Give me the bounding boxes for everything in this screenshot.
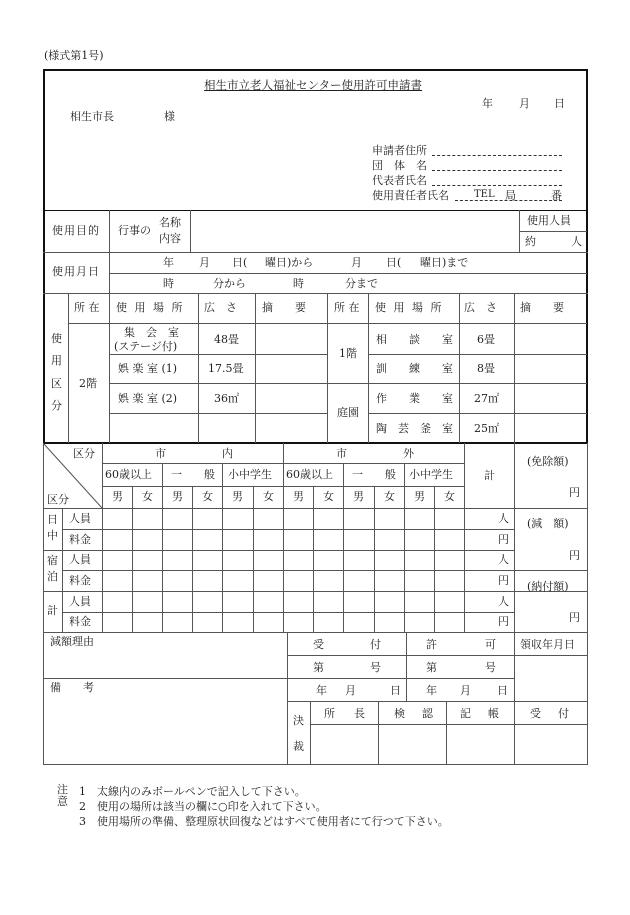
- row-label: 人員: [69, 595, 91, 608]
- divider: [43, 293, 588, 294]
- representative-field[interactable]: [432, 185, 562, 186]
- group-student-in: 小中学生: [228, 468, 272, 481]
- responsible-person-label: 使用責任者氏名: [372, 189, 449, 202]
- row-group-daytime-2: 中: [47, 529, 58, 542]
- room-consultation-size: 6畳: [477, 333, 495, 346]
- usage-date-label: 使用月日: [52, 265, 100, 278]
- payment-label: (納付額): [527, 580, 569, 593]
- floor-1f: 1階: [339, 347, 357, 360]
- divider: [404, 463, 405, 632]
- divider: [287, 701, 587, 702]
- room-kiln[interactable]: 陶 芸 釜 室: [376, 422, 453, 435]
- approval-director-2: 長: [354, 707, 365, 720]
- receipt-date-label: 領収年月日: [520, 638, 575, 651]
- event-field[interactable]: [200, 218, 510, 246]
- sex-female: 女: [384, 490, 395, 503]
- group-elderly-out: 60歳以上: [286, 468, 333, 481]
- divider: [327, 293, 328, 443]
- sex-male: 男: [293, 490, 304, 503]
- payment-unit: 円: [569, 611, 580, 624]
- divider: [514, 570, 587, 571]
- room-kiln-size: 25㎡: [474, 422, 499, 435]
- city-in-label-2: 内: [222, 447, 233, 460]
- divider: [62, 508, 63, 632]
- divider: [68, 293, 69, 443]
- divider: [43, 210, 588, 211]
- sex-male: 男: [353, 490, 364, 503]
- corner-label-top: 区分: [73, 447, 95, 460]
- date-month[interactable]: 月: [519, 97, 530, 110]
- note-text: 使用の場所は該当の欄に○印を入れて下さい。: [97, 800, 327, 813]
- city-out-label-2: 外: [403, 447, 414, 460]
- row-unit: 円: [498, 533, 509, 546]
- divider: [198, 293, 199, 443]
- date-m1: 月: [345, 684, 356, 697]
- row-label: 料金: [69, 615, 91, 628]
- approval-2: 裁: [293, 740, 304, 753]
- note-number: 2: [79, 800, 86, 813]
- date-day[interactable]: 日: [554, 97, 565, 110]
- notes-label-1: 注: [57, 783, 68, 796]
- row-unit: 人: [498, 553, 509, 566]
- to-minute[interactable]: 分まで: [345, 277, 378, 290]
- divider: [310, 701, 311, 764]
- sex-male: 男: [172, 490, 183, 503]
- divider: [287, 655, 587, 656]
- divider: [464, 443, 465, 632]
- room-assembly-hall[interactable]: 集 会 室: [124, 326, 179, 339]
- divider: [343, 463, 344, 632]
- addressee-name: 相生市長: [70, 110, 114, 123]
- people-unit: 人: [571, 235, 582, 248]
- row-group-total: 計: [47, 604, 58, 617]
- approval-check-2: 認: [422, 707, 433, 720]
- approval-director-1: 所: [324, 707, 335, 720]
- sex-female: 女: [263, 490, 274, 503]
- reduction-label: (減 額): [527, 517, 569, 530]
- number-4: 号: [485, 661, 496, 674]
- row-label: 人員: [69, 553, 91, 566]
- representative-label: 代表者氏名: [372, 174, 427, 187]
- number-1: 第: [313, 661, 324, 674]
- divider: [446, 701, 447, 764]
- row-label: 料金: [69, 533, 91, 546]
- date-y1: 年: [316, 684, 327, 697]
- number-2: 号: [370, 661, 381, 674]
- divider: [43, 252, 588, 253]
- divider: [190, 210, 191, 252]
- from-year[interactable]: 年: [163, 256, 174, 269]
- approval-check-1: 検: [394, 707, 405, 720]
- divider: [43, 508, 587, 509]
- responsible-person-field[interactable]: [455, 200, 562, 201]
- from-hour[interactable]: 時: [163, 277, 174, 290]
- date-year[interactable]: 年: [482, 97, 493, 110]
- group-general-in: 一 般: [171, 468, 215, 481]
- reception-2: 付: [370, 638, 381, 651]
- approval-ledger-1: 記: [460, 707, 471, 720]
- row-group-daytime-1: 日: [47, 513, 58, 526]
- divider: [514, 443, 515, 632]
- row-unit: 人: [498, 595, 509, 608]
- approval-ledger-2: 帳: [488, 707, 499, 720]
- reduction-reason-label: 減額理由: [50, 635, 94, 648]
- row-unit: 円: [498, 574, 509, 587]
- tel-ban-label: 番: [551, 189, 562, 202]
- divider: [374, 486, 375, 632]
- note-text: 使用場所の準備、整理原状回復などはすべて使用者にて行つて下さい。: [97, 815, 449, 828]
- sex-male: 男: [232, 490, 243, 503]
- divider: [222, 463, 223, 632]
- from-month[interactable]: 月: [199, 256, 210, 269]
- event-label: 行事の: [118, 224, 151, 237]
- divider: [459, 293, 460, 443]
- divider: [43, 550, 514, 551]
- sex-female: 女: [444, 490, 455, 503]
- header-place: 使 用 場 所: [116, 301, 185, 314]
- row-unit: 円: [498, 615, 509, 628]
- form-number: (様式第1号): [44, 49, 104, 62]
- note-text: 太線内のみボールペンで記入して下さい。: [97, 785, 306, 798]
- corner-label-bottom: 区分: [47, 493, 69, 506]
- row-unit: 人: [498, 512, 509, 525]
- date-y2: 年: [426, 684, 437, 697]
- applicant-address-label: 申請者住所: [372, 144, 427, 157]
- application-thick-frame: [43, 69, 588, 444]
- sex-female: 女: [202, 490, 213, 503]
- to-weekday[interactable]: 曜日)まで: [420, 256, 469, 269]
- divider: [514, 293, 515, 443]
- exemption-unit: 円: [569, 486, 580, 499]
- date-m2: 月: [460, 684, 471, 697]
- rooms-side-label-2: 用: [51, 354, 62, 367]
- room-recreation-1[interactable]: 娯 楽 室 (1): [118, 362, 178, 375]
- exemption-label: (免除額): [527, 455, 569, 468]
- divider: [587, 443, 588, 764]
- sex-female: 女: [142, 490, 153, 503]
- divider: [109, 413, 327, 414]
- header-place-2: 使 用 場 所: [375, 301, 444, 314]
- room-assembly-hall-sub: (ステージ付): [114, 340, 178, 353]
- event-content-label: 内容: [159, 232, 181, 245]
- divider: [519, 231, 587, 232]
- permission-2: 可: [485, 638, 496, 651]
- divider: [43, 591, 587, 592]
- to-month[interactable]: 月: [351, 256, 362, 269]
- rooms-side-label-4: 分: [51, 399, 62, 412]
- sex-male: 男: [414, 490, 425, 503]
- event-name-label: 名称: [159, 216, 181, 229]
- notes-label-2: 意: [57, 795, 68, 808]
- note-number: 3: [79, 815, 86, 828]
- divider: [43, 632, 587, 633]
- people-approx[interactable]: 約: [525, 235, 536, 248]
- room-workshop-size: 27㎡: [474, 392, 499, 405]
- rooms-side-label-3: 区: [51, 377, 62, 390]
- divider: [162, 463, 163, 632]
- divider: [406, 632, 407, 701]
- divider: [68, 323, 587, 324]
- divider: [43, 764, 588, 765]
- header-size-2: 広 さ: [464, 301, 497, 314]
- floor-2f: 2階: [79, 377, 97, 390]
- group-elderly-in: 60歳以上: [105, 468, 152, 481]
- room-training[interactable]: 訓 練 室: [376, 362, 453, 375]
- divider: [192, 486, 193, 632]
- divider: [43, 678, 514, 679]
- divider: [434, 486, 435, 632]
- city-in-label-1: 市: [155, 447, 166, 460]
- divider: [109, 354, 327, 355]
- tel-label: TEL: [474, 189, 495, 200]
- reduction-unit: 円: [569, 549, 580, 562]
- applicant-address-field[interactable]: [432, 155, 562, 156]
- header-location-2: 所 在: [334, 301, 360, 314]
- rooms-side-label-1: 使: [51, 332, 62, 345]
- header-size: 広 さ: [204, 301, 237, 314]
- divider: [368, 413, 587, 414]
- from-minute[interactable]: 分から: [213, 277, 246, 290]
- row-label: 料金: [69, 574, 91, 587]
- city-out-label-1: 市: [336, 447, 347, 460]
- divider: [109, 293, 110, 443]
- room-consultation[interactable]: 相 談 室: [376, 333, 453, 346]
- divider: [62, 612, 514, 613]
- from-day[interactable]: 日(: [232, 256, 248, 269]
- addressee-honorific: 様: [164, 110, 175, 123]
- room-recreation-1-size: 17.5畳: [208, 362, 244, 375]
- group-general-out: 一 般: [352, 468, 396, 481]
- row-group-overnight-1: 宿: [47, 554, 58, 567]
- room-training-size: 8畳: [477, 362, 495, 375]
- divider: [253, 486, 254, 632]
- divider: [368, 293, 369, 443]
- total-header: 計: [484, 469, 495, 482]
- approval-reception-2: 付: [558, 707, 569, 720]
- header-notes: 摘 要: [262, 301, 306, 314]
- to-hour[interactable]: 時: [293, 277, 304, 290]
- divider: [310, 724, 587, 725]
- date-d2: 日: [497, 684, 508, 697]
- divider: [62, 570, 514, 571]
- divider: [132, 486, 133, 632]
- people-label: 使用人員: [527, 214, 571, 227]
- number-3: 第: [426, 661, 437, 674]
- divider: [313, 486, 314, 632]
- sex-female: 女: [323, 490, 334, 503]
- form-title: 相生市立老人福祉センター使用許可申請書: [204, 78, 423, 92]
- from-weekday[interactable]: 曜日)から: [265, 256, 314, 269]
- note-number: 1: [79, 785, 86, 798]
- row-group-overnight-2: 泊: [47, 570, 58, 583]
- date-d1: 日: [390, 684, 401, 697]
- divider: [62, 529, 514, 530]
- room-workshop[interactable]: 作 業 室: [376, 392, 453, 405]
- reception-1: 受: [313, 638, 324, 651]
- approval-1: 決: [293, 714, 304, 727]
- divider: [287, 632, 288, 764]
- divider: [109, 383, 587, 384]
- group-student-out: 小中学生: [409, 468, 453, 481]
- remarks-label: 備 考: [50, 681, 94, 694]
- sex-male: 男: [112, 490, 123, 503]
- row-label: 人員: [69, 512, 91, 525]
- floor-garden: 庭園: [337, 406, 359, 419]
- approval-reception-1: 受: [530, 707, 541, 720]
- divider: [109, 273, 587, 274]
- room-recreation-2-size: 36㎡: [214, 392, 239, 405]
- group-name-label: 団 体 名: [372, 159, 427, 172]
- to-day[interactable]: 日(: [386, 256, 402, 269]
- divider: [368, 354, 587, 355]
- permission-1: 許: [426, 638, 437, 651]
- tel-kyoku-label: 局: [505, 189, 516, 202]
- header-location: 所 在: [74, 301, 100, 314]
- group-name-field[interactable]: [432, 170, 562, 171]
- divider: [514, 632, 515, 764]
- divider: [255, 293, 256, 443]
- divider: [283, 443, 284, 632]
- room-assembly-hall-size: 48畳: [214, 333, 239, 346]
- purpose-label: 使用目的: [52, 224, 100, 237]
- room-recreation-2[interactable]: 娯 楽 室 (2): [118, 392, 178, 405]
- divider: [378, 701, 379, 764]
- header-notes-2: 摘 要: [520, 301, 564, 314]
